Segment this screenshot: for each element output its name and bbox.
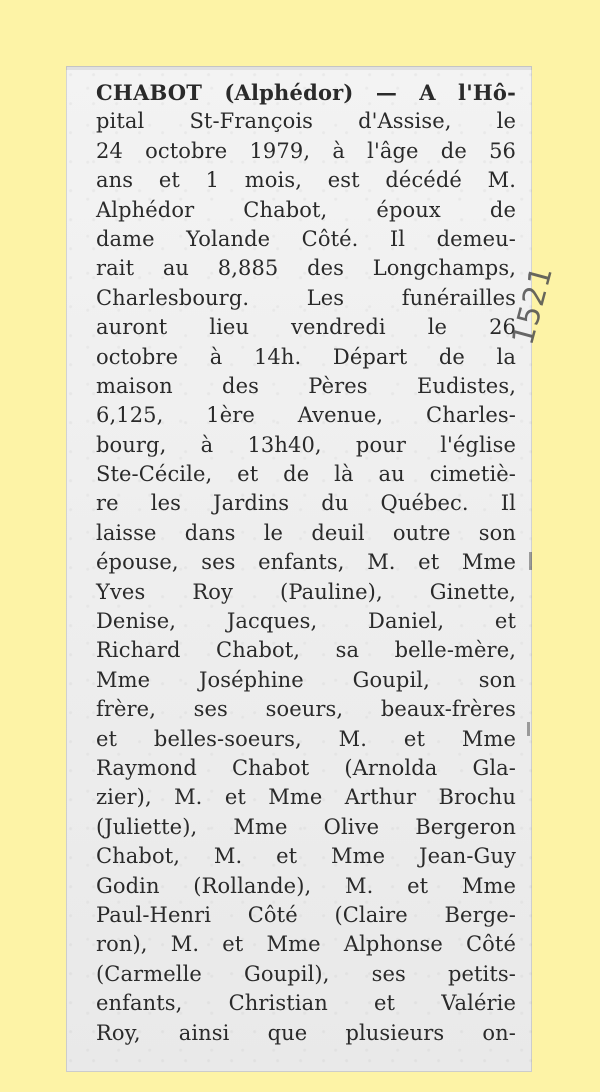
obituary-line: 24 octobre 1979, à l'âge de 56 [96,138,516,163]
obituary-line: zier), M. et Mme Arthur Brochu [96,785,516,810]
obituary-line: octobre à 14h. Départ de la [96,344,516,369]
obituary-line: (Carmelle Goupil), ses petits- [96,961,516,986]
obituary-line: Godin (Rollande), M. et Mme [96,873,516,898]
obituary-line: Denise, Jacques, Daniel, et [96,609,516,634]
obituary-line: Richard Chabot, sa belle-mère, [96,638,516,663]
obituary-line: et belles-soeurs, M. et Mme [96,726,516,751]
obituary-line: dame Yolande Côté. Il demeu- [96,226,516,251]
obituary-line: Roy, ainsi que plusieurs on- [96,1020,516,1045]
obituary-line: 6,125, 1ère Avenue, Charles- [96,403,516,428]
obituary-line: frère, ses soeurs, beaux-frères [96,697,516,722]
obituary-line: Charlesbourg. Les funérailles [96,285,516,310]
obituary-line: bourg, à 13h40, pour l'église [96,432,516,457]
obituary-line: ron), M. et Mme Alphonse Côté [96,932,516,957]
handwritten-margin-note: 1521 [505,262,560,349]
obituary-line: enfants, Christian et Valérie [96,991,516,1016]
obituary-line: re les Jardins du Québec. Il [96,491,516,516]
obituary-line: (Juliette), Mme Olive Bergeron [96,814,516,839]
obituary-line: Yves Roy (Pauline), Ginette, [96,579,516,604]
obituary-clipping [66,66,560,1072]
obituary-line: ans et 1 mois, est décédé M. [96,168,516,193]
obituary-line: maison des Pères Eudistes, [96,373,516,398]
obituary-line: laisse dans le deuil outre son [96,520,516,545]
obituary-line: Ste-Cécile, et de là au cimetiè- [96,462,516,487]
obituary-line: pital St-François d'Assise, le [96,109,516,134]
obituary-line: Chabot, M. et Mme Jean-Guy [96,844,516,869]
obituary-line: Alphédor Chabot, époux de [96,197,516,222]
obituary-line: Raymond Chabot (Arnolda Gla- [96,755,516,780]
edge-mark [529,552,532,570]
obituary-line: épouse, ses enfants, M. et Mme [96,550,516,575]
obituary-line: Mme Joséphine Goupil, son [96,667,516,692]
edge-mark [527,722,530,736]
obituary-line: Paul-Henri Côté (Claire Berge- [96,902,516,927]
obituary-line: rait au 8,885 des Longchamps, [96,256,516,281]
obituary-text [96,78,516,1048]
obituary-line: auront lieu vendredi le 26 [96,315,516,340]
obituary-line: CHABOT (Alphédor) — A l'Hô- [96,80,516,105]
